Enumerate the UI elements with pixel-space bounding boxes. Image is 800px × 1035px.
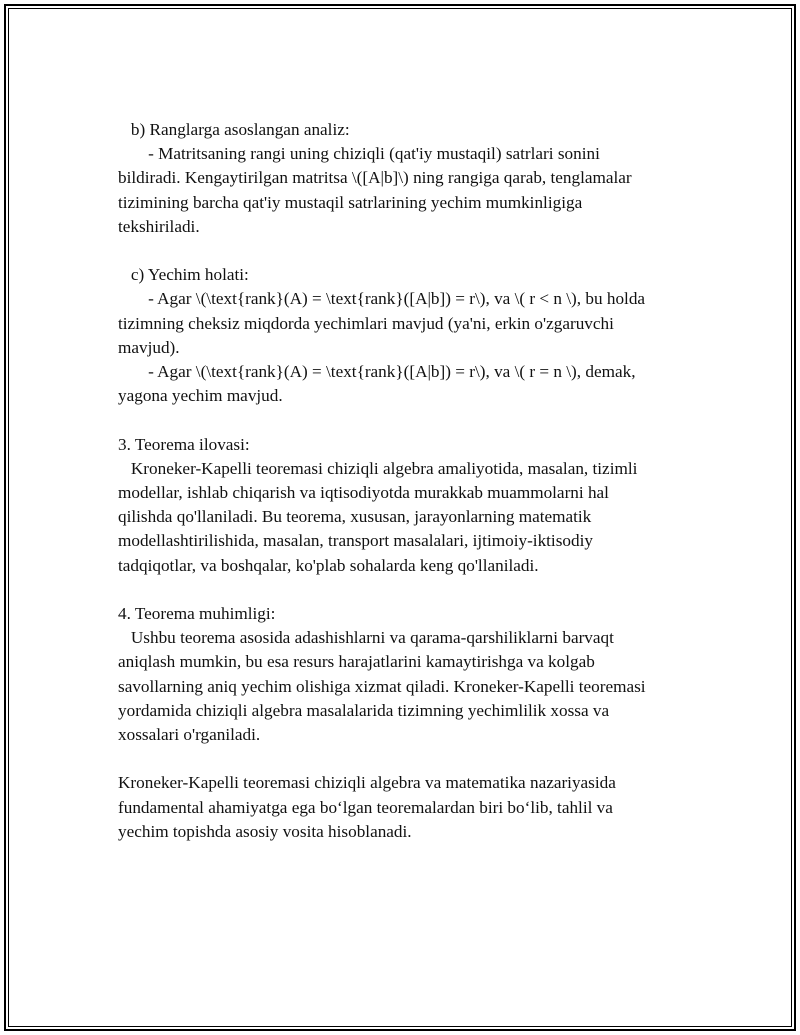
conclusion-line: Kroneker-Kapelli teoremasi chiziqli algebra va matematika nazariyasida [118, 773, 616, 793]
text-line: - Agar \(\text{rank}(A) = \text{rank}([A|b]) = r\), va \( r < n \), bu holda [118, 289, 646, 309]
text-line: - Matritsaning rangi uning chiziqli (qat'iy mustaqil) satrlari sonini [118, 144, 600, 164]
text-line: yordamida chiziqli algebra masalalarida tizimning yechimlilik xossa va [118, 700, 610, 720]
text-line: bildiradi. Kengaytirilgan matritsa \([A|b]\) ning rangiga qarab, tenglamalar [118, 168, 632, 188]
conclusion-line: fundamental ahamiyatga ega bo‘lgan teoremalardan biri bo‘lib, tahlil va [118, 797, 613, 817]
text-line: qilishda qo'llaniladi. Bu teorema, xususan, jarayonlarning matematik [118, 507, 592, 527]
conclusion-line: yechim topishda asosiy vosita hisoblanadi. [118, 821, 412, 841]
text-line: tadqiqotlar, va boshqalar, ko'plab sohalarda keng qo'llaniladi. [118, 555, 539, 575]
text-line: aniqlash mumkin, bu esa resurs harajatlarini kamaytirishga va kolgab [118, 652, 595, 672]
paragraph-gap [118, 239, 698, 263]
text-line: tizimning cheksiz miqdorda yechimlari mavjud (ya'ni, erkin o'zgaruvchi [118, 313, 614, 333]
section-4-heading: 4. Teorema muhimligi: [118, 604, 276, 624]
text-line: tekshiriladi. [118, 216, 200, 236]
text-line: Ushbu teorema asosida adashishlarni va qarama-qarshiliklarni barvaqt [118, 628, 614, 648]
section-3-heading: 3. Teorema ilovasi: [118, 434, 250, 454]
text-line: savollarning aniq yechim olishiga xizmat qiladi. Kroneker-Kapelli teoremasi [118, 676, 646, 696]
text-line: tizimining barcha qat'iy mustaqil satrlarining yechim mumkinligiga [118, 192, 583, 212]
text-line: - Agar \(\text{rank}(A) = \text{rank}([A|b]) = r\), va \( r = n \), demak, [118, 362, 636, 382]
text-line: modellashtirilishida, masalan, transport masalalari, ijtimoiy-iktisodiy [118, 531, 593, 551]
paragraph-gap [118, 408, 698, 432]
section-b-heading: b) Ranglarga asoslangan analiz: [118, 120, 350, 139]
text-line: yagona yechim mavjud. [118, 386, 283, 406]
section-c-heading: c) Yechim holati: [118, 265, 249, 285]
document-body [118, 118, 698, 844]
text-line: modellar, ishlab chiqarish va iqtisodiyotda murakkab muammolarni hal [118, 483, 609, 503]
text-line: Kroneker-Kapelli teoremasi chiziqli algebra amaliyotida, masalan, tizimli [118, 458, 638, 478]
text-line: xossalari o'rganiladi. [118, 725, 261, 745]
text-line: mavjud). [118, 337, 180, 357]
paragraph-gap [118, 747, 698, 771]
paragraph-gap [118, 578, 698, 602]
